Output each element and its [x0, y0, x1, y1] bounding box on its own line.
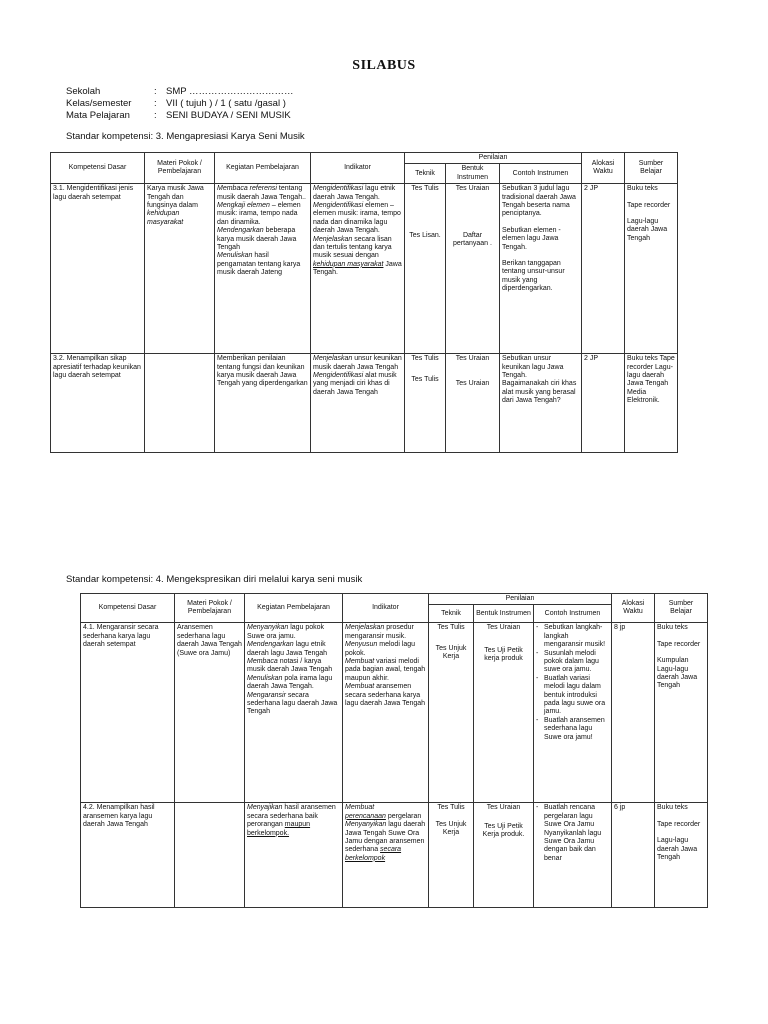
- syllabus-table-1: [50, 152, 678, 453]
- header-materi: Materi Pokok / Pembelajaran: [175, 594, 245, 623]
- kegiatan-cell: Membaca referensi tentang musik daerah Jawa Tengah.. Mengkaji elemen – elemen musik: irama, tempo nada dan dinamika. Mendengarkan beberapa karya musik daerah Jawa Tengah Menuliskan hasil pengamatan tentang karya musik daerah Jateng: [215, 184, 311, 354]
- teknik-cell: Tes Tulis Tes Tulis: [405, 354, 446, 453]
- header-penilaian: Penilaian: [429, 594, 612, 605]
- header-teknik: Teknik: [405, 164, 446, 184]
- standard-competency-3: Standar kompetensi: 3. Mengapresiasi Karya Seni Musik: [66, 131, 305, 142]
- syllabus-table-2: [80, 593, 708, 908]
- kegiatan-cell: Memberikan penilaian tentang fungsi dan keunikan karya musik daerah Jawa Tengah yang diperdengarkan: [215, 354, 311, 453]
- bentuk-cell: Tes Uraian Tes Uji Petik kerja produk: [474, 623, 534, 803]
- page-title: SILABUS: [352, 58, 416, 73]
- indikator-cell: Menjelaskan prosedur mengaransir musik. Menyusun melodi lagu pokok. Membuat variasi melodi pada bagian awal, tengah maupun akhir. Membuat aransemen secara sederhana karya lagu daerah Jawa Tengah: [343, 623, 429, 803]
- bentuk-cell: Tes Uraian Tes Uraian: [446, 354, 500, 453]
- teknik-cell: Tes Tulis Tes Lisan.: [405, 184, 446, 354]
- header-contoh: Contoh Instrumen: [500, 164, 582, 184]
- teknik-cell: Tes Tulis Tes Unjuk Kerja: [429, 623, 474, 803]
- alokasi-cell: 2 JP: [582, 184, 625, 354]
- kd-cell: 3.1. Mengidentifikasi jenis lagu daerah setempat: [51, 184, 145, 354]
- alokasi-cell: 8 jp: [612, 623, 655, 803]
- info-key: Mata Pelajaran: [66, 110, 130, 121]
- teknik-cell: Tes Tulis Tes Unjuk Kerja: [429, 803, 474, 908]
- table-row: [81, 803, 708, 908]
- contoh-cell: - Sebutkan langkah-langkah mengaransir musik! - Susunlah melodi pokok dalam lagu suwe ora jamu. - Buatlah variasi melodi lagu dalam bentuk introduksi pada lagu suwe ora jamu. - Buatlah aransemen sederhana lagu Suwe ora jamu!: [534, 623, 612, 803]
- contoh-cell: Sebutkan 3 judul lagu tradisional daerah Jawa Tengah beserta nama penciptanya. Sebutkan elemen -elemen lagu Jawa Tengah. Berikan tanggapan tentang unsur-unsur musik yang diperdengarkan.: [500, 184, 582, 354]
- header-sumber: Sumber Belajar: [625, 153, 678, 184]
- sumber-cell: Buku teks Tape recorder Kumpulan Lagu-lagu daerah Jawa Tengah: [655, 623, 708, 803]
- indikator-cell: Membuat perencanaan pergelaran Menyanyikan lagu daerah Jawa Tengah Suwe Ora Jamu dengan aransemen sederhana secara berkelompok: [343, 803, 429, 908]
- info-key: Sekolah: [66, 86, 101, 97]
- alokasi-cell: 6 jp: [612, 803, 655, 908]
- header-kegiatan: Kegiatan Pembelajaran: [215, 153, 311, 184]
- kd-cell: 3.2. Menampilkan sikap apresiatif terhadap keunikan lagu daerah setempat: [51, 354, 145, 453]
- header-alokasi: Alokasi Waktu: [582, 153, 625, 184]
- bentuk-cell: Tes Uraian Tes Uji Petik Kerja produk.: [474, 803, 534, 908]
- sumber-cell: Buku teks Tape recorder Lagu-lagu daerah Jawa Tengah: [655, 803, 708, 908]
- header-kompetensi: Kompetensi Dasar: [51, 153, 145, 184]
- standard-competency-4: Standar kompetensi: 4. Mengekspresikan diri melalui karya seni musik: [66, 574, 363, 585]
- header-teknik: Teknik: [429, 605, 474, 623]
- info-row-school: Sekolah : SMP ……………………………: [66, 86, 294, 97]
- info-value: VII ( tujuh ) / 1 ( satu /gasal ): [166, 98, 286, 109]
- bentuk-cell: Tes Uraian Daftar pertanyaan .: [446, 184, 500, 354]
- table-row: [51, 354, 678, 453]
- header-indikator: Indikator: [311, 153, 405, 184]
- header-materi: Materi Pokok / Pembelajaran: [145, 153, 215, 184]
- kegiatan-cell: Menyanyikan lagu pokok Suwe ora jamu. Mendengarkan lagu etnik daerah lagu Jawa Tengah Membaca notasi / karya musik daerah Jawa Tengah Menuliskan pola irama lagu daerah Jawa Tengah. Mengaransir secara sederhana lagu daerah Jawa Tengah: [245, 623, 343, 803]
- materi-cell: Karya musik Jawa Tengah dan fungsinya dalam kehidupan masyarakat: [145, 184, 215, 354]
- kegiatan-cell: Menyajikan hasil aransemen secara sederhana baik perorangan maupun berkelompok.: [245, 803, 343, 908]
- info-row-class: Kelas/semester : VII ( tujuh ) / 1 ( satu /gasal ): [66, 98, 286, 109]
- info-row-subject: Mata Pelajaran : SENI BUDAYA / SENI MUSIK: [66, 110, 291, 121]
- kd-cell: 4.1. Mengaransir secara sederhana karya lagu daerah setempat: [81, 623, 175, 803]
- kd-cell: 4.2. Menampilkan hasil aransemen karya lagu daerah Jawa Tengah: [81, 803, 175, 908]
- alokasi-cell: 2 JP: [582, 354, 625, 453]
- sumber-cell: Buku teks Tape recorder Lagu-lagu daerah Jawa Tengah: [625, 184, 678, 354]
- info-value: SENI BUDAYA / SENI MUSIK: [166, 110, 291, 121]
- info-value: SMP ……………………………: [166, 86, 294, 97]
- header-penilaian: Penilaian: [405, 153, 582, 164]
- info-key: Kelas/semester: [66, 98, 132, 109]
- indikator-cell: Menjelaskan unsur keunikan musik daerah Jawa Tengah Mengidentifikasi alat musik yang menjadi ciri khas di daerah Jawa Tengah: [311, 354, 405, 453]
- header-bentuk: Bentuk Instrumen: [446, 164, 500, 184]
- table-row: [81, 623, 708, 803]
- school-info: [66, 86, 294, 122]
- indikator-cell: Mengidentifikasi lagu etnik daerah Jawa Tengah. Mengidentifikasi elemen – elemen musik: irama, tempo nada dan dinamika lagu daerah Jawa Tengah. Menjelaskan secara lisan dan tertulis tentang karya musik sesuai dengan kehidupan masyarakat Jawa Tengah.: [311, 184, 405, 354]
- header-kompetensi: Kompetensi Dasar: [81, 594, 175, 623]
- materi-cell: [175, 803, 245, 908]
- contoh-cell: Sebutkan unsur keunikan lagu Jawa Tengah. Bagaimanakah ciri khas alat musik yang berasal dari Jawa Tengah?: [500, 354, 582, 453]
- header-contoh: Contoh Instrumen: [534, 605, 612, 623]
- sumber-cell: Buku teks Tape recorder Lagu-lagu daerah Jawa Tengah Media Elektronik.: [625, 354, 678, 453]
- materi-cell: Aransemen sederhana lagu daerah Jawa Tengah (Suwe ora Jamu): [175, 623, 245, 803]
- header-alokasi: Alokasi Waktu: [612, 594, 655, 623]
- materi-cell: [145, 354, 215, 453]
- contoh-cell: - Buatlah rencana pergelaran lagu Suwe Ora Jamu Nyanyikanlah lagu Suwe Ora Jamu dengan baik dan benar: [534, 803, 612, 908]
- header-sumber: Sumber Belajar: [655, 594, 708, 623]
- header-bentuk: Bentuk Instrumen: [474, 605, 534, 623]
- header-indikator: Indikator: [343, 594, 429, 623]
- table-row: [51, 184, 678, 354]
- header-kegiatan: Kegiatan Pembelajaran: [245, 594, 343, 623]
